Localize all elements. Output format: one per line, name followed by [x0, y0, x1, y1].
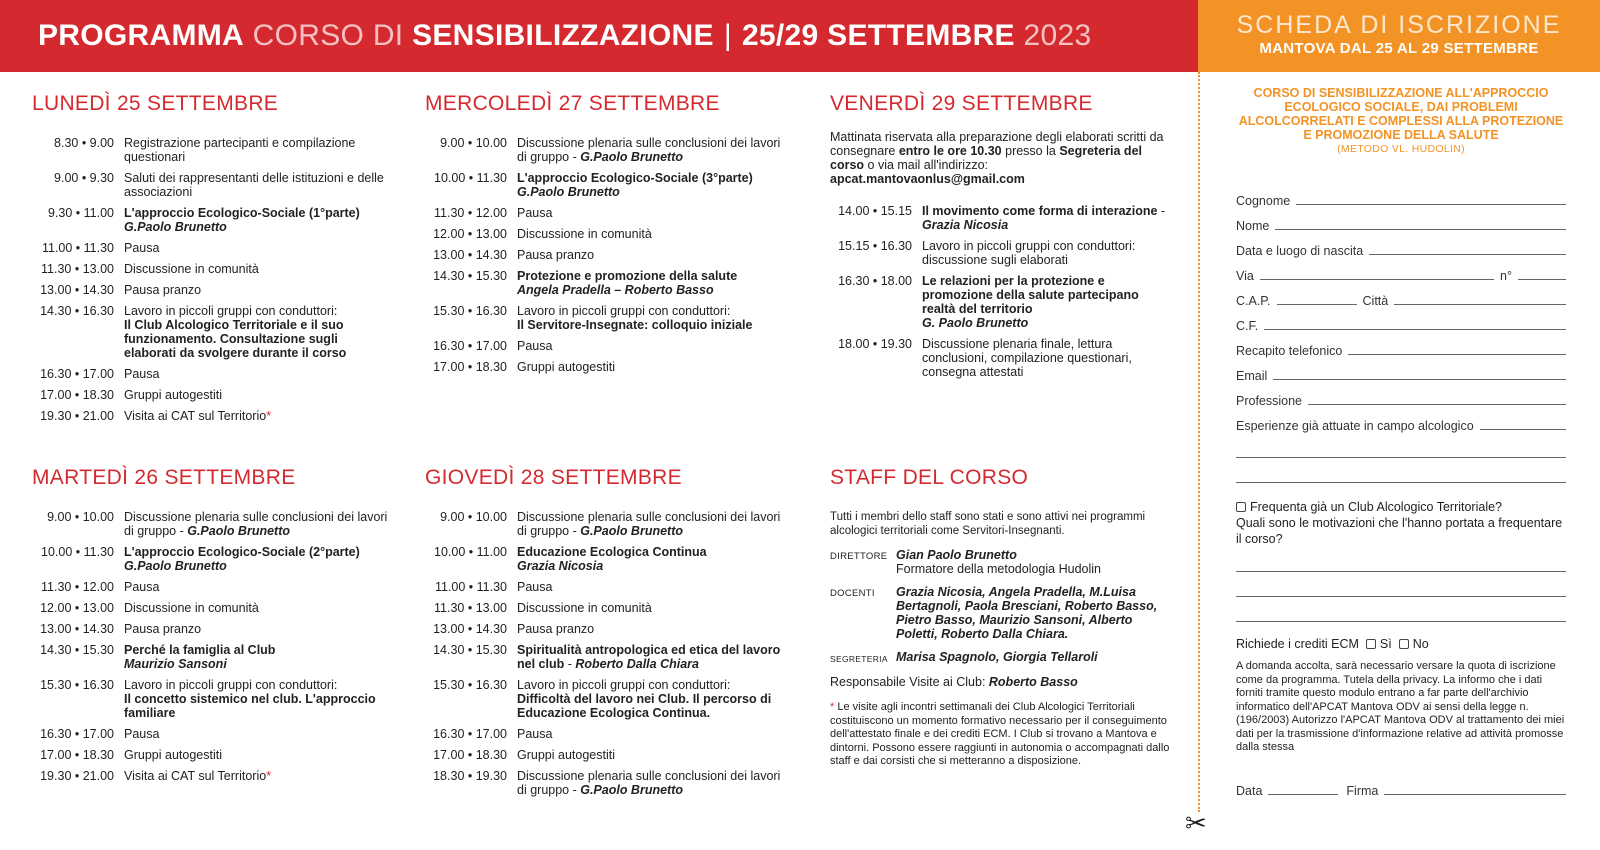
input-line[interactable]: [1296, 193, 1566, 205]
day-title: MERCOLEDÌ 27 SETTEMBRE: [425, 92, 720, 115]
day-title: LUNEDÌ 25 SETTEMBRE: [32, 92, 279, 115]
field-nascita[interactable]: Data e luogo di nascita: [1236, 233, 1566, 258]
day-friday: [830, 92, 1175, 386]
footnote-star: *: [266, 409, 272, 423]
day-title: MARTEDÌ 26 SETTEMBRE: [32, 466, 296, 489]
schedule-row: 13.00 • 14.30 Pausa pranzo: [40, 622, 202, 636]
ecm-question: Richiede i crediti ECM Sì No: [1236, 637, 1429, 651]
question-club: Frequenta già un Club Alcologico Territoriale? Quali sono le motivazioni che l'hanno portata a frequentare il corso?: [1236, 500, 1563, 546]
header-separator: |: [723, 19, 732, 52]
schedule-row: 12.00 • 13.00 Discussione in comunità: [433, 227, 652, 241]
schedule-row: 13.00 • 14.30 Pausa pranzo: [433, 248, 595, 262]
schedule-row: 14.30 • 16.30 Lavoro in piccoli gruppi con conduttori: Il Club Alcologico Territoriale e il suo funzionamento. Consultazione sugli elaborati da svolgere durante il corso: [40, 304, 347, 360]
form-header: [1198, 0, 1600, 72]
day-tuesday: [32, 466, 392, 790]
input-line[interactable]: [1480, 418, 1566, 430]
field-nome[interactable]: Nome: [1236, 208, 1566, 233]
form-title: CORSO DI SENSIBILIZZAZIONE ALL'APPROCCIO ECOLOGICO SOCIALE, DAI PROBLEMI ALCOLCORRELATI E COMPLESSI ALLA PROTEZIONE E PROMOZIONE DELLA SALUTE: [1238, 86, 1564, 142]
day-wednesday: [425, 92, 785, 381]
day-thursday: [425, 466, 785, 804]
schedule-row: 16.30 • 17.00 Pausa: [433, 339, 553, 353]
schedule-row: 11.00 • 11.30 Pausa: [434, 580, 553, 594]
schedule-row: 13.00 • 14.30 Pausa pranzo: [433, 622, 595, 636]
staff-director: DIRETTORE Gian Paolo Brunetto Formatore della metodologia Hudolin: [830, 548, 1101, 576]
field-data-firma[interactable]: Data Firma: [1236, 773, 1566, 798]
schedule-row: 17.00 • 18.30 Gruppi autogestiti: [40, 388, 222, 402]
staff-teachers: DOCENTI Grazia Nicosia, Angela Pradella, M.Luisa Bertagnoli, Paola Bresciani, Roberto Basso, Pietro Basso, Maurizio Sansoni, Alberto Poletti, Roberto Dalla Chiara.: [830, 585, 1158, 641]
footnote-star: *: [266, 769, 272, 783]
schedule-row: 15.30 • 16.30 Lavoro in piccoli gruppi con conduttori: Difficoltà del lavoro nei Club. Il percorso di Educazione Ecologica Continua.: [433, 678, 772, 720]
field-via[interactable]: Via n°: [1236, 258, 1566, 283]
input-line[interactable]: [1275, 218, 1566, 230]
schedule-row: 11.30 • 12.00 Pausa: [41, 580, 160, 594]
staff-secretary: SEGRETERIA Marisa Spagnolo, Giorgia Tellaroli: [830, 650, 1098, 664]
staff-section: [830, 466, 1175, 769]
input-line[interactable]: [1236, 433, 1566, 458]
schedule-row: 16.30 • 17.00 Pausa: [433, 727, 553, 741]
day-title: VENERDÌ 29 SETTEMBRE: [830, 92, 1093, 115]
schedule-row: 11.00 • 11.30 Pausa: [41, 241, 160, 255]
scissors-icon: ✂: [1185, 808, 1207, 838]
input-line[interactable]: [1236, 458, 1566, 483]
schedule-row: 10.00 • 11.30 L'approccio Ecologico-Sociale (2°parte) G.Paolo Brunetto: [41, 545, 360, 573]
field-telefono[interactable]: Recapito telefonico: [1236, 333, 1566, 358]
schedule-row: 9.00 • 9.30 Saluti dei rappresentanti delle istituzioni e delle associazioni: [54, 171, 384, 199]
schedule-row: 16.30 • 17.00 Pausa: [40, 367, 160, 381]
input-line[interactable]: [1260, 268, 1494, 280]
privacy-text: A domanda accolta, sarà necessario versare la quota di iscrizione come da programma. Tutela della privacy. La informo che i dati forniti tramite questo modulo entrano a far parte dell'archivio informatico dell'APCAT Mantova ODV ai sensi della legge n. (196/2003) Autorizzo l'APCAT Mantova ODV al trattamento dei miei dati per la trasmissione d'informazione relative ad attività promosse dalla stessa: [1236, 660, 1565, 753]
schedule-row: 11.30 • 12.00 Pausa: [434, 206, 553, 220]
staff-title: STAFF DEL CORSO: [830, 466, 1029, 489]
schedule-row: 10.00 • 11.00 Educazione Ecologica Continua Grazia Nicosia: [434, 545, 707, 573]
header-word-programma: PROGRAMMA: [38, 19, 245, 52]
day-title: GIOVEDÌ 28 SETTEMBRE: [425, 466, 682, 489]
input-line[interactable]: [1268, 783, 1338, 795]
input-line[interactable]: [1236, 597, 1566, 622]
schedule-row: 14.00 • 15.15 Il movimento come forma di interazione - Grazia Nicosia: [838, 204, 1166, 232]
field-esperienze[interactable]: Esperienze già attuate in campo alcologico: [1236, 408, 1566, 433]
schedule-row: 12.00 • 13.00 Discussione in comunità: [40, 601, 259, 615]
schedule-row: 9.00 • 10.00 Discussione plenaria sulle conclusioni dei lavori di gruppo - G.Paolo Brunetto: [440, 510, 781, 538]
schedule-row: 18.30 • 19.30 Discussione plenaria sulle conclusioni dei lavori di gruppo - G.Paolo Brunetto: [433, 769, 781, 797]
schedule-row: 17.00 • 18.30 Gruppi autogestiti: [40, 748, 222, 762]
checkbox-no[interactable]: [1399, 639, 1409, 649]
schedule-row: 9.30 • 11.00 L'approccio Ecologico-Sociale (1°parte) G.Paolo Brunetto: [47, 206, 360, 234]
field-email[interactable]: Email: [1236, 358, 1566, 383]
cut-line: [1198, 72, 1200, 812]
schedule-row: 17.00 • 18.30 Gruppi autogestiti: [433, 748, 615, 762]
field-professione[interactable]: Professione: [1236, 383, 1566, 408]
header-word-corso-di: CORSO DI: [252, 19, 404, 52]
checkbox-si[interactable]: [1366, 639, 1376, 649]
field-cap-citta[interactable]: C.A.P. Città: [1236, 283, 1566, 308]
schedule-row: 17.00 • 18.30 Gruppi autogestiti: [433, 360, 615, 374]
input-line[interactable]: [1236, 547, 1566, 572]
input-line[interactable]: [1236, 572, 1566, 597]
program-header: [0, 0, 1198, 72]
field-cognome[interactable]: Cognome: [1236, 183, 1566, 208]
input-line[interactable]: [1308, 393, 1566, 405]
form-header-title: SCHEDA DI ISCRIZIONE: [1236, 11, 1562, 39]
contact-email: apcat.mantovaonlus@gmail.com: [830, 172, 1025, 186]
schedule-row: 13.00 • 14.30 Pausa pranzo: [40, 283, 202, 297]
checkbox[interactable]: [1236, 502, 1246, 512]
schedule-row: 8.30 • 9.00 Registrazione partecipanti e compilazione questionari: [54, 136, 356, 164]
schedule-row: 16.30 • 18.00 Le relazioni per la protezione e promozione della salute partecipano realtà del territorio G. Paolo Brunetto: [838, 274, 1139, 330]
input-line[interactable]: [1277, 293, 1357, 305]
schedule-row: 19.30 • 21.00 Visita ai CAT sul Territorio*: [40, 409, 272, 423]
header-dates: 25/29 SETTEMBRE: [741, 19, 1015, 52]
schedule-row: 9.00 • 10.00 Discussione plenaria sulle conclusioni dei lavori di gruppo - G.Paolo Brunetto: [440, 136, 781, 164]
friday-intro: Mattinata riservata alla preparazione degli elaborati scritti da consegnare entro le ore 10.30 presso la Segreteria del corso o via mail all'indirizzo: apcat.mantovaonlus@gmail.com: [830, 130, 1164, 186]
footnote: * Le visite agli incontri settimanali dei Club Alcologici Territoriali costituiscono un momento formativo necessario per il conseguimento dell'attestato finale e dei crediti ECM. I Club si trovano a Mantova e dintorni. Possono essere raggiunti in autonomia o accompagnati dallo staff e dai corsisti che si metteranno a disposizione.: [830, 701, 1170, 767]
input-line[interactable]: [1384, 783, 1566, 795]
header-word-sensibilizzazione: SENSIBILIZZAZIONE: [412, 19, 714, 52]
visit-manager: Responsabile Visite ai Club: Roberto Basso: [830, 675, 1078, 689]
schedule-row: 15.15 • 16.30 Lavoro in piccoli gruppi con conduttori: discussione sugli elaborati: [838, 239, 1136, 267]
schedule-row: 16.30 • 17.00 Pausa: [40, 727, 160, 741]
schedule-row: 15.30 • 16.30 Lavoro in piccoli gruppi con conduttori: Il concetto sistemico nel club. L'approccio familiare: [40, 678, 376, 720]
schedule-row: 9.00 • 10.00 Discussione plenaria sulle conclusioni dei lavori di gruppo - G.Paolo Brunetto: [47, 510, 388, 538]
input-line[interactable]: [1394, 293, 1566, 305]
schedule-row: 14.30 • 15.30 Protezione e promozione della salute Angela Pradella – Roberto Basso: [433, 269, 738, 297]
input-line[interactable]: [1518, 268, 1566, 280]
input-line[interactable]: [1264, 318, 1566, 330]
form-subtitle: (METODO VL. HUDOLIN): [1337, 143, 1465, 155]
schedule-row: 14.30 • 15.30 Spiritualità antropologica ed etica del lavoro nel club - Roberto Dalla Chiara: [433, 643, 781, 671]
registration-form: [1236, 86, 1566, 798]
staff-intro: Tutti i membri dello staff sono stati e sono attivi nei programmi alcologici territoriali come Servitori-Insegnanti.: [830, 511, 1146, 537]
form-header-subtitle: MANTOVA DAL 25 AL 29 SETTEMBRE: [1259, 40, 1539, 58]
field-cf[interactable]: C.F.: [1236, 308, 1566, 333]
input-line[interactable]: [1348, 343, 1566, 355]
day-monday: [32, 92, 392, 430]
schedule-row: 14.30 • 15.30 Perché la famiglia al Club Maurizio Sansoni: [40, 643, 276, 671]
schedule-row: 11.30 • 13.00 Discussione in comunità: [41, 262, 259, 276]
schedule-row: 15.30 • 16.30 Lavoro in piccoli gruppi con conduttori: Il Servitore-Insegnate: colloquio iniziale: [433, 304, 753, 332]
input-line[interactable]: [1369, 243, 1566, 255]
header-year: 2023: [1023, 19, 1092, 52]
schedule-row: 18.00 • 19.30 Discussione plenaria finale, lettura conclusioni, compilazione questionari, consegna attestati: [838, 337, 1132, 379]
schedule-row: 10.00 • 11.30 L'approccio Ecologico-Sociale (3°parte) G.Paolo Brunetto: [434, 171, 753, 199]
input-line[interactable]: [1273, 368, 1566, 380]
schedule-row: 19.30 • 21.00 Visita ai CAT sul Territorio*: [40, 769, 272, 783]
schedule-row: 11.30 • 13.00 Discussione in comunità: [434, 601, 652, 615]
